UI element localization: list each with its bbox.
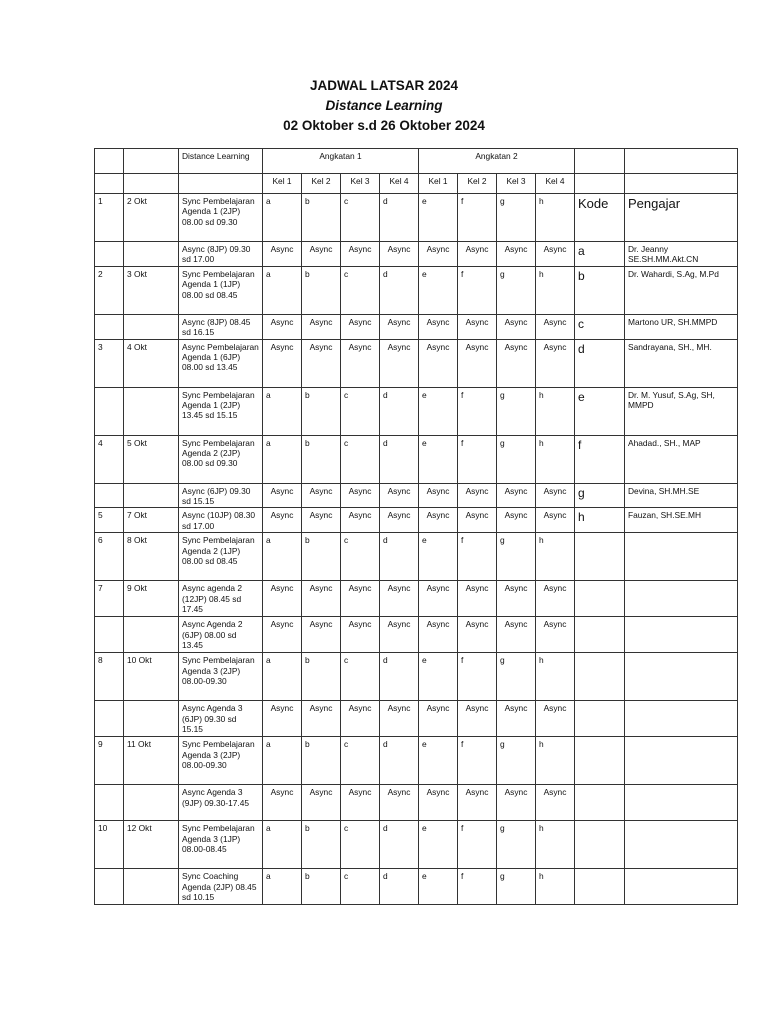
header-empty-date: [124, 174, 179, 194]
header-pengajar: Pengajar: [625, 194, 738, 242]
document-subtitle: Distance Learning: [325, 98, 443, 113]
row-group-cell: Async: [497, 701, 536, 737]
row-group-cell: e: [419, 653, 458, 701]
row-group-cell: e: [419, 266, 458, 314]
document-title: JADWAL LATSAR 2024: [309, 78, 459, 93]
row-group-cell: Async: [458, 785, 497, 821]
row-group-cell: Async: [536, 581, 575, 617]
row-pengajar: [625, 581, 738, 617]
row-group-cell: Async: [341, 581, 380, 617]
row-group-cell: Async: [302, 483, 341, 508]
row-group-cell: f: [458, 435, 497, 483]
row-group-cell: a: [263, 194, 302, 242]
row-number: [95, 617, 124, 653]
table-row: [95, 533, 738, 581]
row-group-cell: Async: [380, 785, 419, 821]
header-empty-activity: [179, 174, 263, 194]
row-kode: [575, 653, 625, 701]
row-pengajar: Dr. M. Yusuf, S.Ag, SH, MMPD: [625, 387, 738, 435]
header-kel: Kel 4: [536, 174, 575, 194]
row-activity: Sync Pembelajaran Agenda 2 (2JP) 08.00 sd 09.30: [179, 435, 263, 483]
row-group-cell: Async: [302, 314, 341, 339]
row-pengajar: [625, 785, 738, 821]
row-date: [124, 242, 179, 267]
row-kode: h: [575, 508, 625, 533]
row-group-cell: b: [302, 266, 341, 314]
row-group-cell: f: [458, 387, 497, 435]
header-empty-pengajar: [625, 149, 738, 174]
row-date: 7 Okt: [124, 508, 179, 533]
row-group-cell: a: [263, 821, 302, 869]
row-group-cell: Async: [458, 617, 497, 653]
row-group-cell: Async: [458, 581, 497, 617]
table-row: [95, 194, 738, 242]
row-group-cell: Async: [536, 483, 575, 508]
row-group-cell: Async: [419, 483, 458, 508]
row-group-cell: Async: [263, 314, 302, 339]
row-kode: f: [575, 435, 625, 483]
row-group-cell: h: [536, 266, 575, 314]
row-group-cell: a: [263, 266, 302, 314]
row-group-cell: f: [458, 194, 497, 242]
row-group-cell: Async: [263, 242, 302, 267]
row-group-cell: a: [263, 387, 302, 435]
row-group-cell: e: [419, 533, 458, 581]
row-kode: c: [575, 314, 625, 339]
header-angkatan-1: Angkatan 1: [263, 149, 419, 174]
row-group-cell: e: [419, 737, 458, 785]
row-group-cell: Async: [263, 701, 302, 737]
row-group-cell: c: [341, 821, 380, 869]
row-group-cell: g: [497, 821, 536, 869]
row-number: 3: [95, 339, 124, 387]
row-number: 2: [95, 266, 124, 314]
row-group-cell: f: [458, 821, 497, 869]
schedule-table-header: [95, 149, 738, 194]
row-activity: Async Pembelajaran Agenda 1 (6JP) 08.00 sd 13.45: [179, 339, 263, 387]
row-activity: Async Agenda 3 (6JP) 09.30 sd 15.15: [179, 701, 263, 737]
row-group-cell: h: [536, 194, 575, 242]
header-angkatan-2: Angkatan 2: [419, 149, 575, 174]
row-group-cell: Async: [536, 508, 575, 533]
row-group-cell: b: [302, 194, 341, 242]
row-group-cell: Async: [380, 617, 419, 653]
row-date: 3 Okt: [124, 266, 179, 314]
header-kel: Kel 2: [302, 174, 341, 194]
row-group-cell: Async: [458, 314, 497, 339]
row-group-cell: g: [497, 435, 536, 483]
row-group-cell: d: [380, 821, 419, 869]
row-pengajar: [625, 737, 738, 785]
table-row: [95, 508, 738, 533]
row-group-cell: Async: [458, 508, 497, 533]
row-activity: Async (8JP) 09.30 sd 17.00: [179, 242, 263, 267]
row-group-cell: Async: [302, 242, 341, 267]
row-group-cell: b: [302, 653, 341, 701]
row-pengajar: Fauzan, SH.SE.MH: [625, 508, 738, 533]
row-date: 4 Okt: [124, 339, 179, 387]
row-group-cell: e: [419, 435, 458, 483]
row-group-cell: Async: [419, 617, 458, 653]
row-number: 1: [95, 194, 124, 242]
row-number: [95, 387, 124, 435]
schedule-table-body: [95, 194, 738, 905]
row-group-cell: g: [497, 533, 536, 581]
row-group-cell: Async: [419, 701, 458, 737]
row-activity: Async (10JP) 08.30 sd 17.00: [179, 508, 263, 533]
row-group-cell: Async: [302, 617, 341, 653]
table-row: [95, 581, 738, 617]
row-group-cell: a: [263, 653, 302, 701]
row-kode: [575, 581, 625, 617]
row-group-cell: Async: [263, 508, 302, 533]
row-date: 9 Okt: [124, 581, 179, 617]
row-group-cell: c: [341, 387, 380, 435]
row-group-cell: d: [380, 194, 419, 242]
row-pengajar: [625, 701, 738, 737]
row-activity: Async Agenda 2 (6JP) 08.00 sd 13.45: [179, 617, 263, 653]
row-group-cell: Async: [380, 339, 419, 387]
row-group-cell: d: [380, 869, 419, 905]
row-pengajar: Sandrayana, SH., MH.: [625, 339, 738, 387]
row-activity: Sync Pembelajaran Agenda 1 (2JP) 08.00 sd 09.30: [179, 194, 263, 242]
row-group-cell: f: [458, 737, 497, 785]
row-group-cell: f: [458, 266, 497, 314]
row-activity: Async agenda 2 (12JP) 08.45 sd 17.45: [179, 581, 263, 617]
row-date: 8 Okt: [124, 533, 179, 581]
row-group-cell: Async: [380, 242, 419, 267]
header-kel: Kel 3: [497, 174, 536, 194]
row-group-cell: Async: [419, 785, 458, 821]
row-number: 9: [95, 737, 124, 785]
header-kel: Kel 1: [419, 174, 458, 194]
row-group-cell: Async: [536, 785, 575, 821]
document-period: 02 Oktober s.d 26 Oktober 2024: [283, 118, 485, 133]
row-group-cell: Async: [263, 483, 302, 508]
row-group-cell: g: [497, 869, 536, 905]
row-kode: a: [575, 242, 625, 267]
row-number: 7: [95, 581, 124, 617]
row-pengajar: [625, 533, 738, 581]
row-group-cell: c: [341, 737, 380, 785]
row-group-cell: a: [263, 533, 302, 581]
row-kode: d: [575, 339, 625, 387]
row-kode: g: [575, 483, 625, 508]
row-date: [124, 785, 179, 821]
row-group-cell: Async: [497, 508, 536, 533]
header-row-angkatan: [95, 149, 738, 174]
row-activity: Async (6JP) 09.30 sd 15.15: [179, 483, 263, 508]
row-group-cell: Async: [380, 314, 419, 339]
row-group-cell: Async: [341, 617, 380, 653]
row-group-cell: Async: [341, 339, 380, 387]
row-group-cell: Async: [302, 785, 341, 821]
row-group-cell: b: [302, 435, 341, 483]
row-activity: Sync Pembelajaran Agenda 1 (2JP) 13.45 sd 15.15: [179, 387, 263, 435]
row-group-cell: Async: [458, 483, 497, 508]
row-group-cell: d: [380, 387, 419, 435]
row-number: 6: [95, 533, 124, 581]
row-group-cell: b: [302, 869, 341, 905]
header-kel: Kel 4: [380, 174, 419, 194]
row-group-cell: a: [263, 435, 302, 483]
row-group-cell: Async: [263, 581, 302, 617]
row-kode: [575, 869, 625, 905]
row-date: [124, 483, 179, 508]
row-group-cell: Async: [458, 339, 497, 387]
row-group-cell: h: [536, 869, 575, 905]
row-group-cell: b: [302, 737, 341, 785]
row-group-cell: h: [536, 435, 575, 483]
row-date: 10 Okt: [124, 653, 179, 701]
row-number: 4: [95, 435, 124, 483]
row-pengajar: [625, 653, 738, 701]
header-empty-no: [95, 174, 124, 194]
row-group-cell: c: [341, 533, 380, 581]
row-activity: Async Agenda 3 (9JP) 09.30-17.45: [179, 785, 263, 821]
row-group-cell: e: [419, 821, 458, 869]
row-pengajar: Dr. Wahardi, S.Ag, M.Pd: [625, 266, 738, 314]
row-number: [95, 869, 124, 905]
row-group-cell: g: [497, 266, 536, 314]
row-group-cell: f: [458, 869, 497, 905]
row-group-cell: Async: [536, 314, 575, 339]
row-group-cell: Async: [263, 339, 302, 387]
row-group-cell: Async: [536, 617, 575, 653]
row-group-cell: Async: [302, 508, 341, 533]
row-group-cell: d: [380, 653, 419, 701]
row-group-cell: b: [302, 387, 341, 435]
row-group-cell: Async: [419, 508, 458, 533]
document-header: [0, 76, 768, 136]
row-group-cell: a: [263, 869, 302, 905]
row-group-cell: c: [341, 869, 380, 905]
row-number: [95, 242, 124, 267]
row-group-cell: c: [341, 653, 380, 701]
header-empty-kode: [575, 174, 625, 194]
table-row: [95, 483, 738, 508]
table-row: [95, 785, 738, 821]
row-group-cell: Async: [497, 785, 536, 821]
row-kode: [575, 533, 625, 581]
row-group-cell: d: [380, 533, 419, 581]
row-group-cell: Async: [263, 617, 302, 653]
row-kode: [575, 737, 625, 785]
header-kel: Kel 3: [341, 174, 380, 194]
row-group-cell: d: [380, 737, 419, 785]
row-kode: [575, 785, 625, 821]
header-empty-pengajar: [625, 174, 738, 194]
row-number: [95, 483, 124, 508]
row-group-cell: h: [536, 653, 575, 701]
row-group-cell: Async: [536, 339, 575, 387]
row-group-cell: a: [263, 737, 302, 785]
row-pengajar: Devina, SH.MH.SE: [625, 483, 738, 508]
row-kode: b: [575, 266, 625, 314]
table-row: [95, 266, 738, 314]
row-group-cell: h: [536, 387, 575, 435]
table-row: [95, 737, 738, 785]
row-kode: [575, 701, 625, 737]
row-pengajar: Martono UR, SH.MMPD: [625, 314, 738, 339]
row-group-cell: f: [458, 533, 497, 581]
row-group-cell: d: [380, 435, 419, 483]
row-pengajar: [625, 617, 738, 653]
row-date: [124, 314, 179, 339]
row-group-cell: g: [497, 653, 536, 701]
row-group-cell: f: [458, 653, 497, 701]
header-distance-learning: Distance Learning: [179, 149, 263, 174]
row-group-cell: Async: [536, 701, 575, 737]
row-date: [124, 869, 179, 905]
row-group-cell: Async: [497, 617, 536, 653]
row-pengajar: [625, 869, 738, 905]
row-number: [95, 701, 124, 737]
row-group-cell: Async: [302, 701, 341, 737]
row-date: 11 Okt: [124, 737, 179, 785]
row-activity: Sync Pembelajaran Agenda 2 (1JP) 08.00 sd 08.45: [179, 533, 263, 581]
row-group-cell: Async: [302, 581, 341, 617]
row-activity: Sync Pembelajaran Agenda 1 (1JP) 08.00 sd 08.45: [179, 266, 263, 314]
row-group-cell: Async: [536, 242, 575, 267]
row-number: 10: [95, 821, 124, 869]
table-row: [95, 821, 738, 869]
row-group-cell: Async: [263, 785, 302, 821]
row-group-cell: Async: [341, 701, 380, 737]
table-row: [95, 314, 738, 339]
row-group-cell: c: [341, 194, 380, 242]
table-row: [95, 701, 738, 737]
row-group-cell: h: [536, 533, 575, 581]
row-group-cell: Async: [497, 581, 536, 617]
row-pengajar: [625, 821, 738, 869]
row-group-cell: b: [302, 821, 341, 869]
table-row: [95, 387, 738, 435]
row-date: 5 Okt: [124, 435, 179, 483]
row-group-cell: Async: [302, 339, 341, 387]
row-group-cell: Async: [497, 242, 536, 267]
row-activity: Sync Pembelajaran Agenda 3 (2JP) 08.00-09.30: [179, 737, 263, 785]
row-group-cell: e: [419, 194, 458, 242]
table-row: [95, 869, 738, 905]
row-group-cell: g: [497, 737, 536, 785]
table-row: [95, 435, 738, 483]
header-empty-no: [95, 149, 124, 174]
header-empty-kode: [575, 149, 625, 174]
row-group-cell: Async: [458, 242, 497, 267]
row-group-cell: Async: [341, 242, 380, 267]
row-group-cell: Async: [380, 483, 419, 508]
row-kode: [575, 617, 625, 653]
row-group-cell: g: [497, 387, 536, 435]
row-group-cell: Async: [380, 508, 419, 533]
row-group-cell: c: [341, 266, 380, 314]
row-group-cell: Async: [419, 339, 458, 387]
row-date: 12 Okt: [124, 821, 179, 869]
row-kode: [575, 821, 625, 869]
row-group-cell: e: [419, 869, 458, 905]
row-number: [95, 785, 124, 821]
header-row-kel: [95, 174, 738, 194]
header-kel: Kel 2: [458, 174, 497, 194]
row-date: [124, 701, 179, 737]
row-group-cell: Async: [419, 242, 458, 267]
row-group-cell: Async: [341, 508, 380, 533]
row-pengajar: Ahadad., SH., MAP: [625, 435, 738, 483]
row-activity: Sync Pembelajaran Agenda 3 (2JP) 08.00-09.30: [179, 653, 263, 701]
row-group-cell: Async: [497, 314, 536, 339]
row-group-cell: b: [302, 533, 341, 581]
row-activity: Sync Coaching Agenda (2JP) 08.45 sd 10.15: [179, 869, 263, 905]
header-kel: Kel 1: [263, 174, 302, 194]
row-activity: Async (8JP) 08.45 sd 16.15: [179, 314, 263, 339]
row-group-cell: Async: [341, 785, 380, 821]
row-group-cell: Async: [380, 581, 419, 617]
table-row: [95, 653, 738, 701]
row-pengajar: Dr. Jeanny SE.SH.MM.Akt.CN: [625, 242, 738, 267]
row-activity: Sync Pembelajaran Agenda 3 (1JP) 08.00-08.45: [179, 821, 263, 869]
row-date: [124, 387, 179, 435]
schedule-table: [94, 148, 738, 905]
row-group-cell: Async: [341, 483, 380, 508]
row-group-cell: Async: [497, 483, 536, 508]
row-group-cell: Async: [497, 339, 536, 387]
row-group-cell: Async: [419, 314, 458, 339]
table-row: [95, 242, 738, 267]
row-number: 8: [95, 653, 124, 701]
row-group-cell: Async: [341, 314, 380, 339]
row-group-cell: h: [536, 737, 575, 785]
row-date: 2 Okt: [124, 194, 179, 242]
row-group-cell: d: [380, 266, 419, 314]
row-group-cell: g: [497, 194, 536, 242]
row-group-cell: Async: [419, 581, 458, 617]
row-group-cell: h: [536, 821, 575, 869]
header-empty-date: [124, 149, 179, 174]
row-number: 5: [95, 508, 124, 533]
row-number: [95, 314, 124, 339]
row-date: [124, 617, 179, 653]
row-group-cell: c: [341, 435, 380, 483]
table-row: [95, 617, 738, 653]
row-group-cell: Async: [380, 701, 419, 737]
row-group-cell: Async: [458, 701, 497, 737]
row-group-cell: e: [419, 387, 458, 435]
header-kode: Kode: [575, 194, 625, 242]
table-row: [95, 339, 738, 387]
row-kode: e: [575, 387, 625, 435]
